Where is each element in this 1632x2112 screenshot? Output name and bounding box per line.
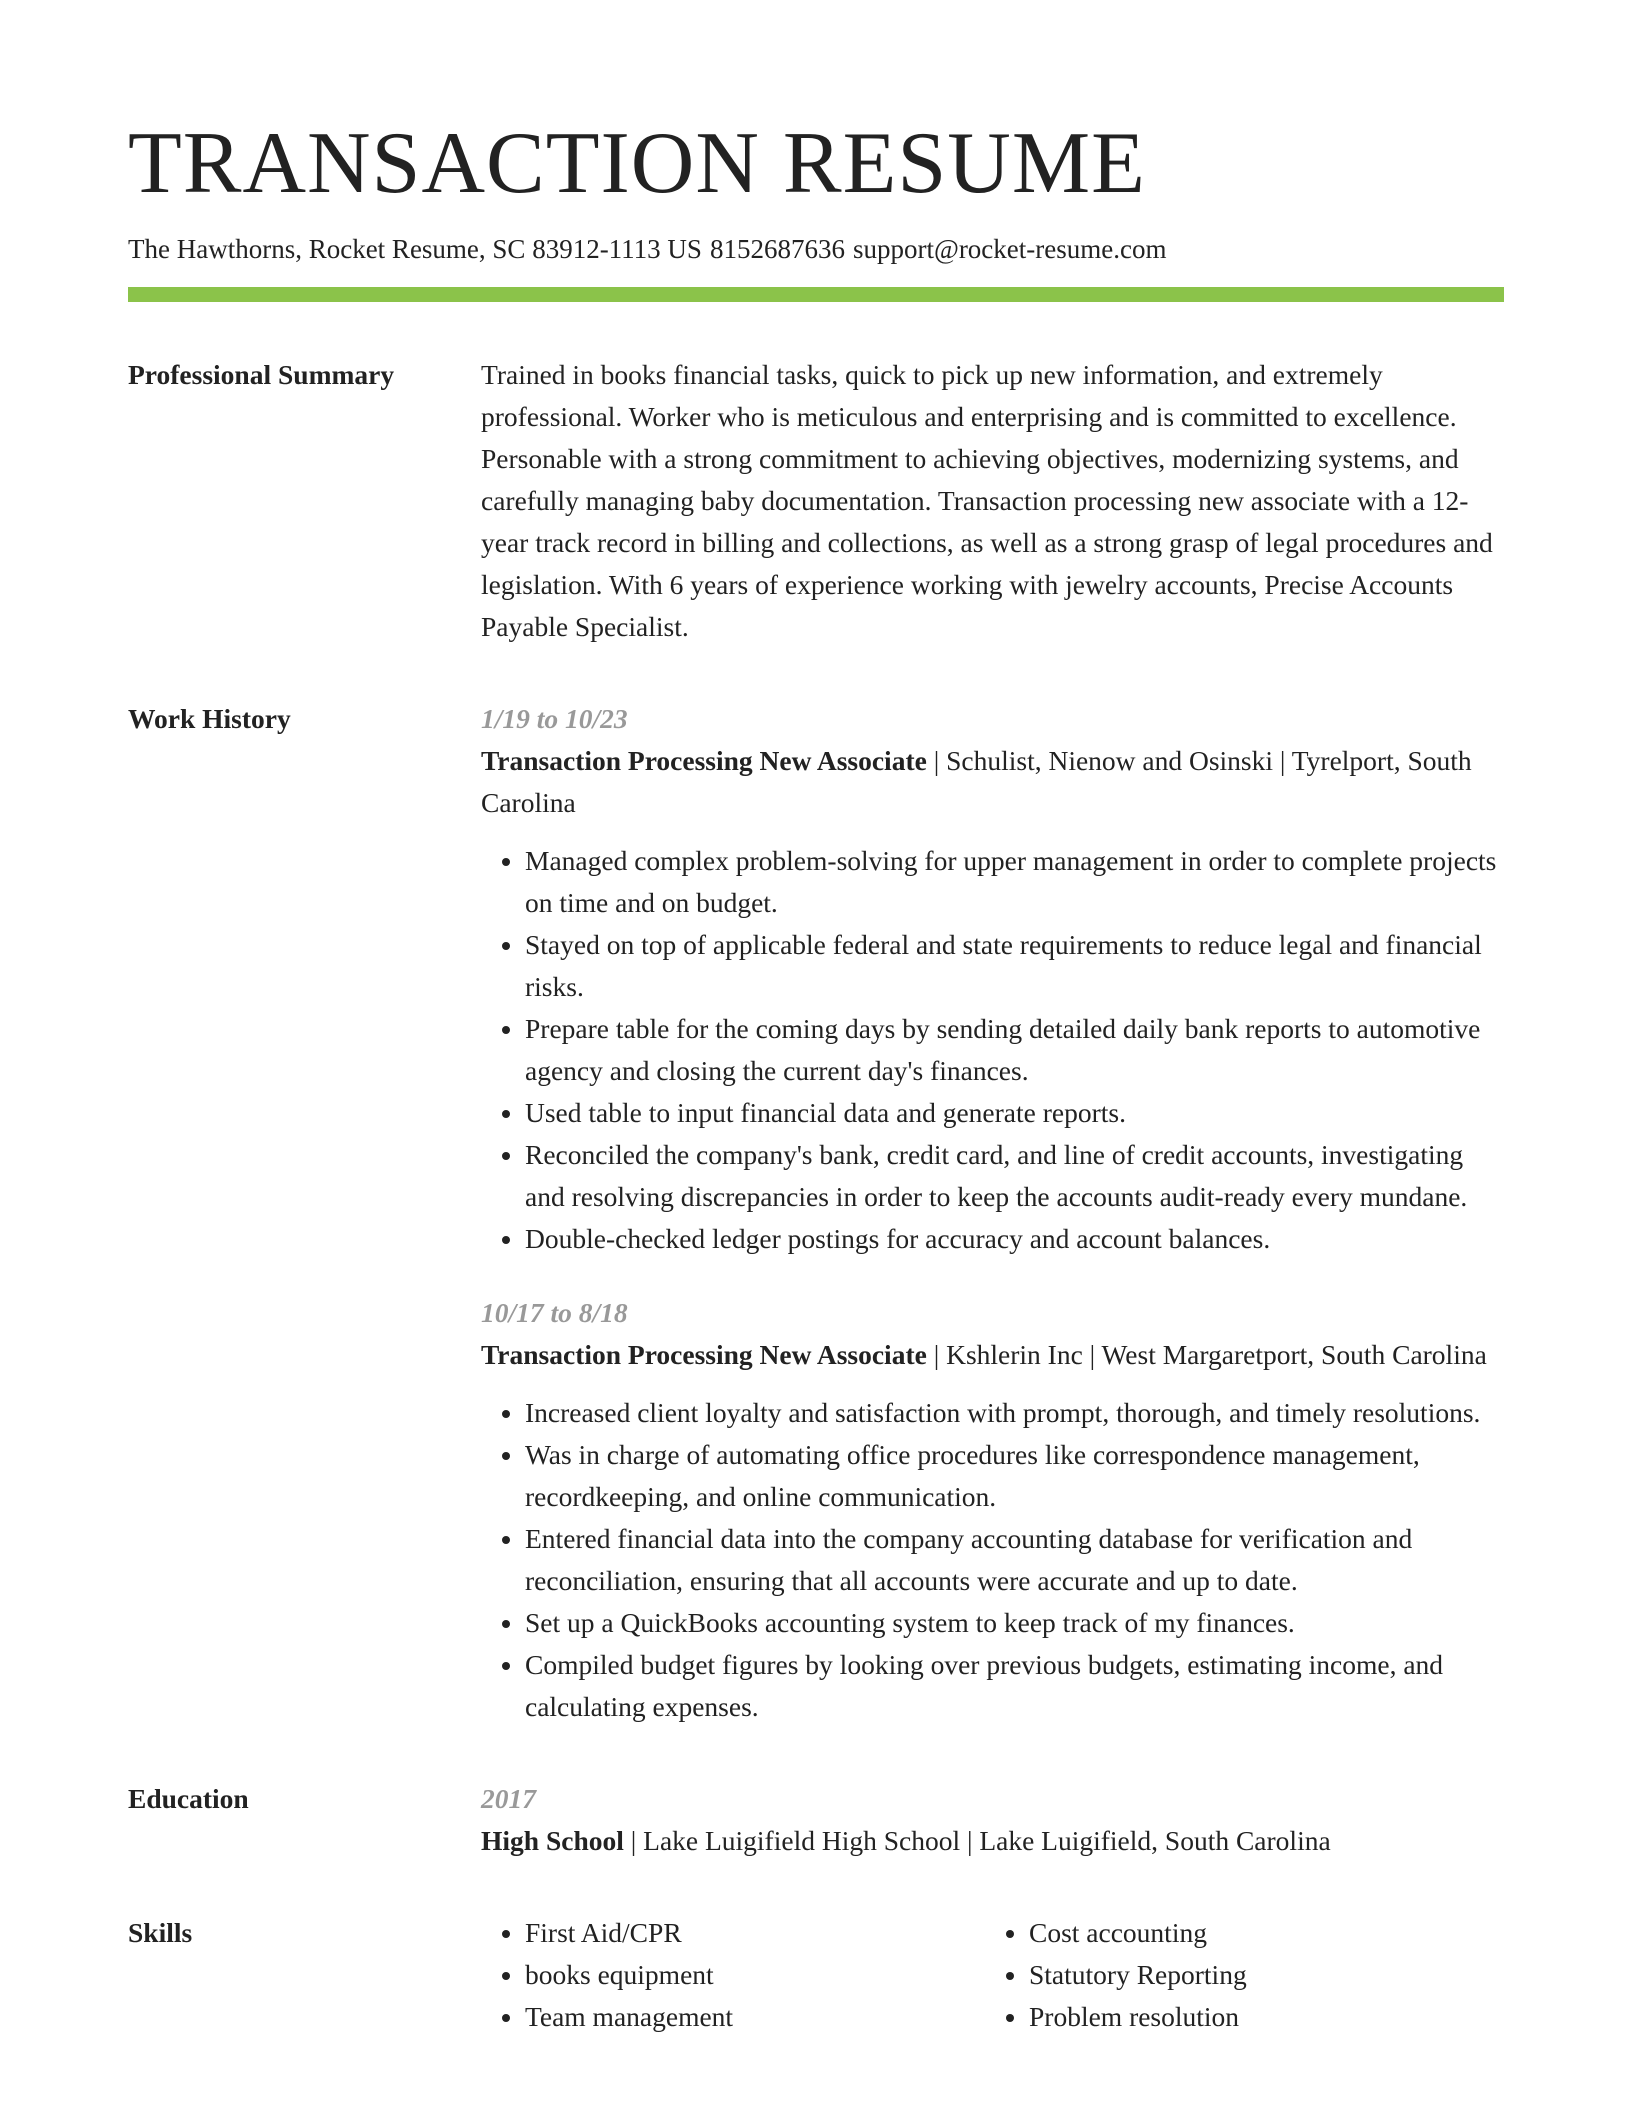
job-title: Transaction Processing New Associate xyxy=(481,1339,927,1371)
skill-item: • Problem resolution xyxy=(1029,1996,1489,2038)
contact-phone: 8152687636 xyxy=(709,234,845,264)
education-body xyxy=(481,1778,1504,1862)
contact-address: The Hawthorns, Rocket Resume, SC 83912-1113 US xyxy=(128,234,702,264)
skill-item: • Statutory Reporting xyxy=(1029,1954,1489,1996)
job-dates: 1/19 to 10/23 xyxy=(481,703,628,735)
job-bullet: • Managed complex problem-solving for upper management in order to complete projects on time and on budget. xyxy=(525,840,1504,924)
work-history-heading: Work History xyxy=(128,703,291,735)
job-bullet: • Stayed on top of applicable federal and state requirements to reduce legal and financial risks. xyxy=(525,924,1504,1008)
contact-line xyxy=(128,232,1504,267)
job-entry xyxy=(481,1292,1504,1728)
skill-item: • First Aid/CPR xyxy=(525,1912,985,1954)
education-degree: High School xyxy=(481,1825,624,1857)
job-details: | Schulist, Nienow and Osinski | Tyrelport, South Carolina xyxy=(481,745,1472,819)
summary-heading: Professional Summary xyxy=(128,359,395,391)
job-bullet: • Set up a QuickBooks accounting system to keep track of my finances. xyxy=(525,1602,1504,1644)
work-history-section xyxy=(128,698,1504,1728)
job-bullets xyxy=(481,840,1504,1260)
work-history-body xyxy=(481,698,1504,1728)
education-year: 2017 xyxy=(481,1783,536,1815)
job-bullet: • Double-checked ledger postings for accuracy and account balances. xyxy=(525,1218,1504,1260)
summary-body xyxy=(481,354,1504,648)
job-bullet: • Used table to input financial data and generate reports. xyxy=(525,1092,1504,1134)
education-entry xyxy=(481,1820,1504,1862)
skills-list-right xyxy=(985,1912,1489,2038)
skills-section xyxy=(128,1912,1504,2038)
header-divider xyxy=(128,287,1504,302)
job-dates: 10/17 to 8/18 xyxy=(481,1297,628,1329)
skills-heading: Skills xyxy=(128,1917,193,1949)
job-heading xyxy=(481,740,1504,824)
skills-list-left xyxy=(481,1912,985,2038)
job-bullet: • Increased client loyalty and satisfaction with prompt, thorough, and timely resolutions. xyxy=(525,1392,1504,1434)
job-entry xyxy=(481,698,1504,1260)
skills-body xyxy=(481,1912,1504,2038)
job-bullet: • Prepare table for the coming days by sending detailed daily bank reports to automotive agency and closing the current day's finances. xyxy=(525,1008,1504,1092)
skill-item: • books equipment xyxy=(525,1954,985,1996)
job-title: Transaction Processing New Associate xyxy=(481,745,927,777)
resume-title: TRANSACTION RESUME xyxy=(128,115,1146,212)
skill-item: • Team management xyxy=(525,1996,985,2038)
job-bullet: • Compiled budget figures by looking over previous budgets, estimating income, and calculating expenses. xyxy=(525,1644,1504,1728)
summary-section xyxy=(128,354,1504,648)
summary-text: Trained in books financial tasks, quick to pick up new information, and extremely professional. Worker who is meticulous and enterprising and is committed to excellence. Personable with a strong commitment to achieving objectives, modernizing systems, and carefully managing baby documentation. Transaction processing new associate with a 12-year track record in billing and collections, as well as a strong grasp of legal procedures and legislation. With 6 years of experience working with jewelry accounts, Precise Accounts Payable Specialist. xyxy=(481,359,1493,643)
skill-item: • Cost accounting xyxy=(1029,1912,1489,1954)
education-section xyxy=(128,1778,1504,1862)
education-heading: Education xyxy=(128,1783,249,1815)
job-bullet: • Entered financial data into the company accounting database for verification and reconciliation, ensuring that all accounts were accurate and up to date. xyxy=(525,1518,1504,1602)
job-bullet: • Reconciled the company's bank, credit card, and line of credit accounts, investigating and resolving discrepancies in order to keep the accounts audit-ready every mundane. xyxy=(525,1134,1504,1218)
contact-email: support@rocket-resume.com xyxy=(852,234,1167,264)
education-details: | Lake Luigifield High School | Lake Luigifield, South Carolina xyxy=(623,1825,1331,1857)
job-heading xyxy=(481,1334,1504,1376)
job-bullets xyxy=(481,1392,1504,1728)
job-details: | Kshlerin Inc | West Margaretport, South Carolina xyxy=(926,1339,1487,1371)
job-bullet: • Was in charge of automating office procedures like correspondence management, recordkeeping, and online communication. xyxy=(525,1434,1504,1518)
